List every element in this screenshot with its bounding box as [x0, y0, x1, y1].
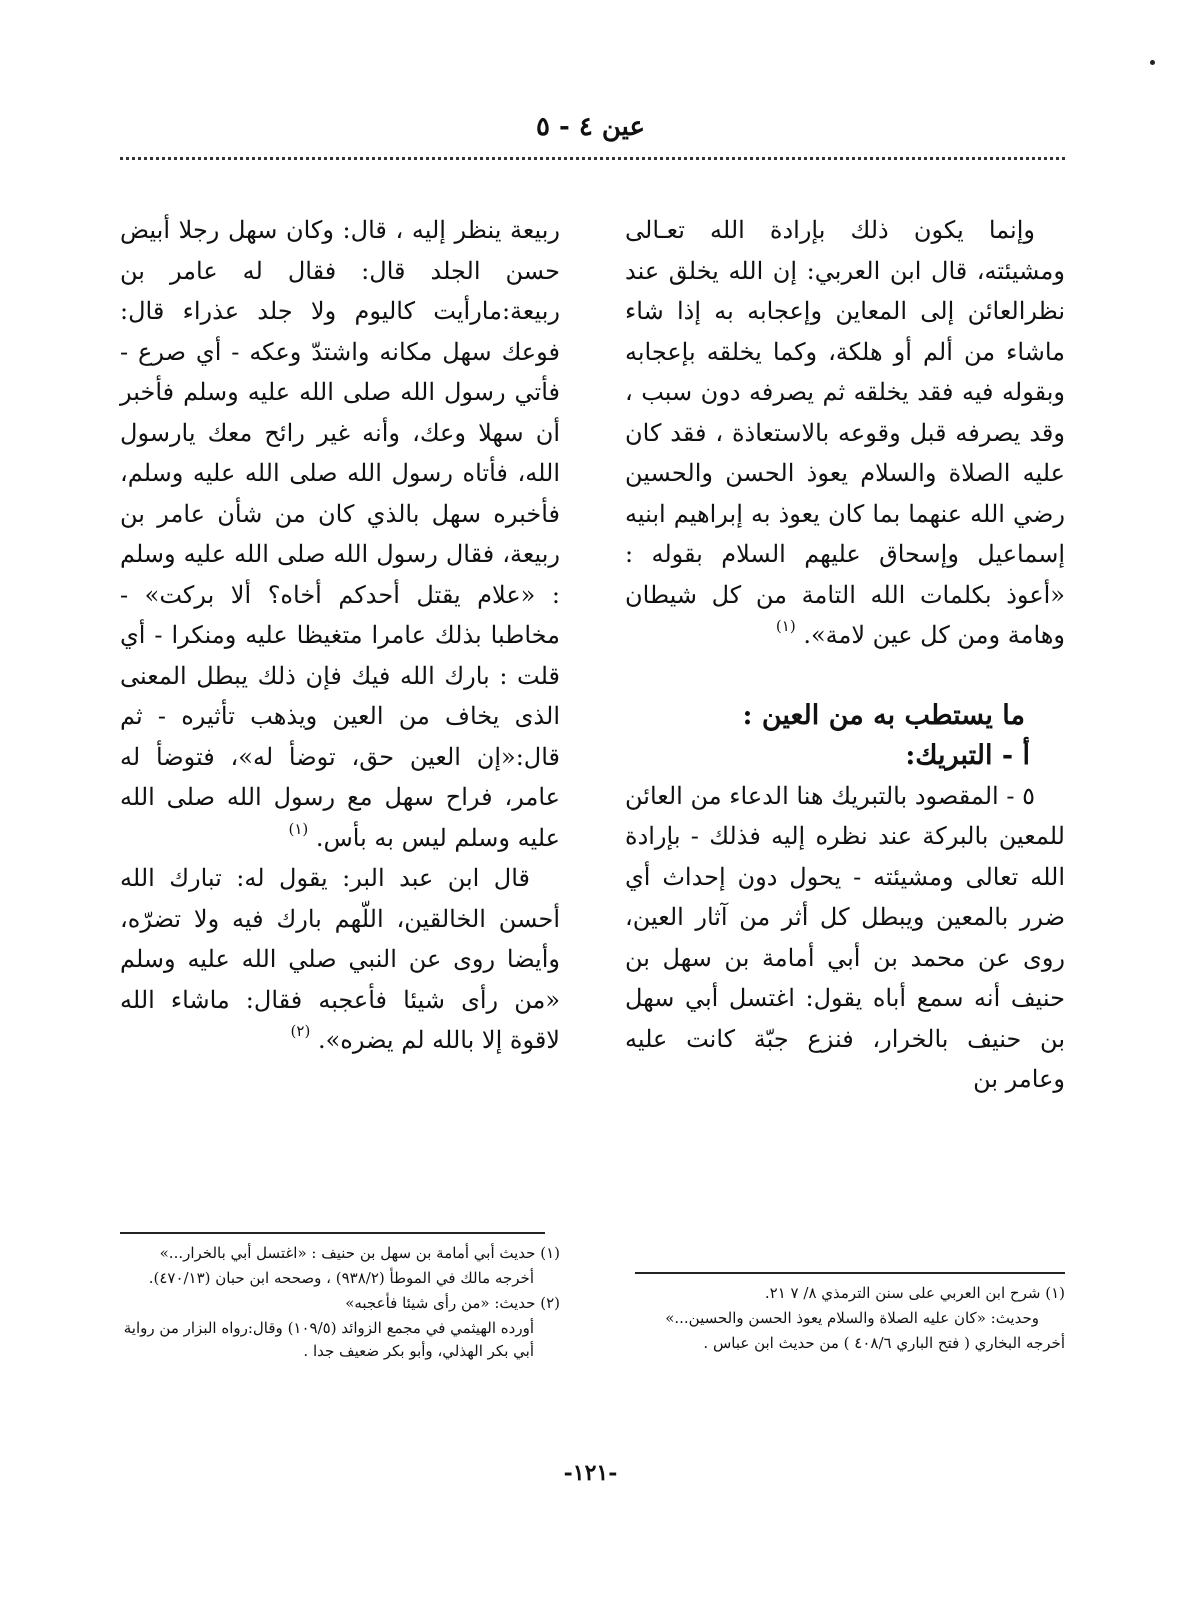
right-paragraph-1	[625, 210, 1065, 656]
header-dotted-rule	[120, 157, 1065, 160]
right-paragraph-2: ٥ - المقصود بالتبريك هنا الدعاء من العائن للمعين بالبركة عند نظره إليه فذلك - بإرادة الله تعالى ومشيئته - يحول دون إحداث أي ضرر بالمعين ويبطل كل أثر من آثار العين، روى عن محمد بن أبي أمامة بن سهل بن حنيف أنه سمع أباه يقول: اغتسل أبي سهل بن حنيف بالخرار، فنزع جبّة كانت عليه وعامر بن	[625, 781, 1065, 1093]
footnotes-right	[625, 1282, 1065, 1357]
footnote-rule-right	[635, 1272, 1065, 1274]
left-paragraph-2-text: قال ابن عبد البر: يقول له: تبارك الله أحسن الخالقين، اللّهم بارك فيه ولا تضرّه، وأيضا روى عن النبي صلي الله عليه وسلم «من رأى شيئا فأعجبه فقال: ماشاء الله لاقوة إلا بالله لم يضره».	[120, 864, 560, 1054]
running-header: عين ٤ - ٥	[535, 112, 646, 142]
footnote-mark: (٢)	[290, 1022, 311, 1040]
stray-dot	[1150, 60, 1155, 65]
left-column	[120, 210, 560, 1061]
footnote-1-source: أخرجه مالك في الموطأ (٩٣٨/٢) ، وصححه ابن حبان (٤٧٠/١٣).	[148, 1269, 534, 1287]
footnote-2: (٢) حديث: «من رأى شيئا فأعجبه»	[345, 1294, 560, 1312]
footnotes-left	[120, 1242, 560, 1365]
footnote-mark: (١)	[288, 819, 309, 838]
right-paragraph-1-text: وإنما يكون ذلك بإرادة الله تعـالى ومشيئته، قال ابن العربي: إن الله يخلق عند نظرالعائن إلى المعاين وإعجابه به إذا شاء ماشاء من ألم أو هلكة، وكما يخلقه بإعجابه وبقوله فيه فقد يخلقه ثم يصرفه دون سبب ، وقد يصرفه قبل وقوعه بالاستعاذة ، فقد كان عليه الصلاة والسلام يعوذ الحسن والحسين رضي الله عنهما بما كان يعوذ به إبراهيم ابنيه إسماعيل وإسحاق عليهم السلام بقوله : «أعوذ بكلمات الله التامة من كل شيطان وهامة ومن كل عين لامة».	[625, 216, 1065, 649]
left-paragraph-1-text: ربيعة ينظر إليه ، قال: وكان سهل رجلا أبيض حسن الجلد قال: فقال له عامر بن ربيعة:مارأيت كاليوم ولا جلد عذراء قال: فوعك سهل مكانه واشتدّ وعكه - أي صرع - فأتي رسول الله صلى الله عليه وسلم فأخبر أن سهلا وعك، وأنه غير رائح معك يارسول الله، فأتاه رسول الله صلى الله عليه وسلم، فأخبره سهل بالذي كان من شأن عامر بن ربيعة، فقال رسول الله صلى الله عليه وسلم : «علام يقتل أحدكم أخاه؟ ألا بركت» - مخاطبا بذلك عامرا متغيظا عليه ومنكرا - أي قلت : بارك الله فيك فإن ذلك يبطل المعنى الذى يخاف من العين ويذهب تأثيره - ثم قال:«إن العين حق، توضأ له»، فتوضأ له عامر، فراح سهل مع رسول الله صلى الله عليه وسلم ليس به بأس.	[120, 216, 560, 852]
subsection-heading: أ - التبريك:	[905, 739, 1030, 771]
footnote-rule-left	[120, 1232, 545, 1234]
footnote-1: (١) شرح ابن العربي على سنن الترمذي ٨/ ٧ ٢١.	[764, 1284, 1065, 1302]
footnote-1-source: أخرجه البخاري ( فتح الباري ٤٠٨/٦ ) من حديث ابن عباس .	[703, 1334, 1065, 1352]
footnote-1: (١) حديث أبي أمامة بن سهل بن حنيف : «اغتسل أبي بالخرار...»	[159, 1244, 560, 1262]
section-heading: ما يستطب به من العين :	[742, 699, 1025, 731]
footnote-1-hadith: وحديث: «كان عليه الصلاة والسلام يعوذ الحسن والحسين...»	[665, 1309, 1039, 1327]
footnote-mark: (١)	[775, 617, 796, 635]
footnote-2-source: أورده الهيثمي في مجمع الزوائد (١٠٩/٥) وقال:رواه البزار من رواية أبي بكر الهذلي، وأبو بكر ضعيف جدا .	[123, 1319, 534, 1360]
left-paragraph-1	[120, 210, 560, 858]
left-paragraph-2	[120, 858, 560, 1061]
right-column	[625, 210, 1065, 1100]
page-number: -١٢١-	[563, 1460, 618, 1486]
